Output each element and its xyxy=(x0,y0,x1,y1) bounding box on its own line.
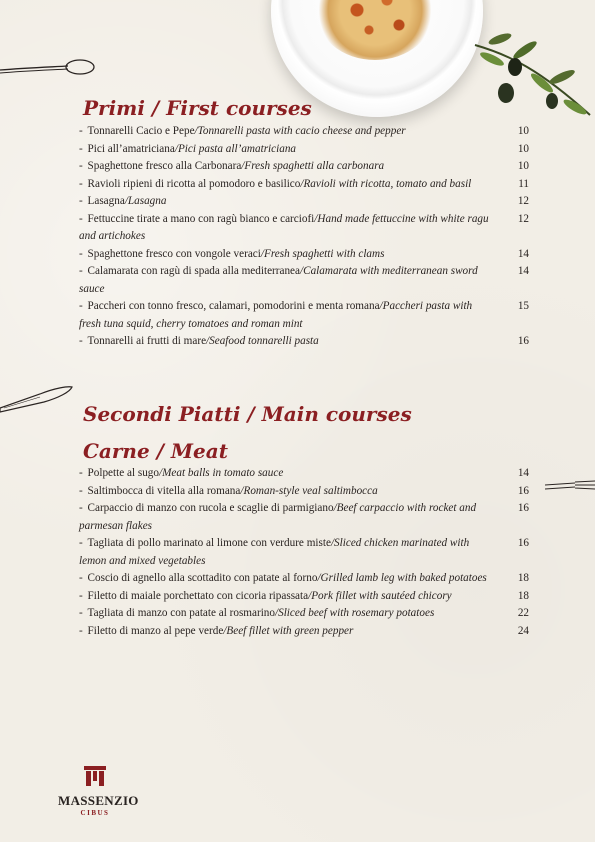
item-english-name: Sliced chicken marinated with lemon and mixed vegetables xyxy=(79,537,470,567)
item-separator: / xyxy=(260,247,264,260)
item-italian-name: Filetto di manzo al pepe verde xyxy=(87,624,224,637)
item-price: 16 xyxy=(517,484,529,497)
carne-list xyxy=(79,465,529,640)
item-separator: / xyxy=(330,537,335,549)
item-dash: - xyxy=(79,125,86,137)
menu-item xyxy=(79,263,529,298)
menu-item xyxy=(79,483,529,501)
item-english-name: Seafood tonnarelli pasta xyxy=(209,335,319,347)
item-italian-name: Spaghettone fresco con vongole veraci xyxy=(87,247,261,260)
item-price: 12 xyxy=(517,195,529,207)
menu-item xyxy=(79,193,529,211)
item-price: 22 xyxy=(517,607,529,619)
menu-item xyxy=(79,570,529,588)
item-italian-name: Filetto di maiale porchettato con cicoria ripassata xyxy=(87,589,309,602)
item-italian-name: Tonnarelli ai frutti di mare xyxy=(87,335,207,347)
item-english-name: Tonnarelli pasta with cacio cheese and pepper xyxy=(197,125,406,137)
item-separator: / xyxy=(275,607,279,619)
item-price: 11 xyxy=(518,177,529,190)
item-dash: - xyxy=(79,247,86,260)
massenzio-logo xyxy=(58,766,139,817)
item-dash: - xyxy=(79,335,86,347)
temple-logo-icon xyxy=(84,766,106,786)
item-separator: / xyxy=(194,125,198,137)
menu-item xyxy=(79,211,529,246)
item-price: 12 xyxy=(517,212,529,225)
item-separator: / xyxy=(223,624,227,637)
item-italian-name: Paccheri con tonno fresco, calamari, pomodorini e menta romana xyxy=(87,300,380,312)
item-price: 14 xyxy=(517,467,529,479)
item-separator: / xyxy=(124,195,128,207)
menu-item xyxy=(79,158,529,176)
item-english-name: Fresh spaghetti with clams xyxy=(263,247,385,260)
item-price: 10 xyxy=(517,142,529,155)
item-separator: / xyxy=(241,160,245,172)
menu-item xyxy=(79,176,529,194)
item-separator: / xyxy=(317,572,321,584)
item-english-name: Pork fillet with sautéed chicory xyxy=(311,589,452,602)
item-italian-name: Polpette al sugo xyxy=(87,467,159,479)
item-separator: / xyxy=(333,502,337,514)
item-italian-name: Spaghettone fresco alla Carbonara xyxy=(87,160,242,172)
item-italian-name: Lasagna xyxy=(87,195,125,207)
item-italian-name: Saltimbocca di vitella alla romana xyxy=(87,484,241,497)
item-english-name: Grilled lamb leg with baked potatoes xyxy=(320,572,487,584)
item-dash: - xyxy=(79,624,86,637)
item-dash: - xyxy=(79,195,86,207)
item-separator: / xyxy=(240,484,244,497)
item-italian-name: Tagliata di manzo con patate al rosmarino xyxy=(87,607,275,619)
item-price: 15 xyxy=(517,300,529,312)
carne-section-title: Carne / Meat xyxy=(83,439,228,463)
item-dash: - xyxy=(79,300,86,312)
item-english-name: Beef fillet with green pepper xyxy=(226,624,354,637)
menu-item xyxy=(79,535,529,570)
item-price: 18 xyxy=(517,589,529,602)
item-separator: / xyxy=(379,300,383,312)
item-english-name: Meat balls in tomato sauce xyxy=(162,467,284,479)
item-separator: / xyxy=(174,142,178,155)
brand-name: MASSENZIO xyxy=(58,793,139,808)
item-price: 10 xyxy=(517,125,529,137)
menu-item xyxy=(79,246,529,264)
item-dash: - xyxy=(79,177,86,190)
item-price: 14 xyxy=(517,247,529,260)
item-english-name: Calamarata with mediterranean sword sauce xyxy=(79,265,478,295)
item-italian-name: Ravioli ripieni di ricotta al pomodoro e basilico xyxy=(87,177,301,190)
item-separator: / xyxy=(206,335,210,347)
item-dash: - xyxy=(79,265,86,277)
menu-item xyxy=(79,123,529,141)
item-english-name: Pici pasta all’amatriciana xyxy=(177,142,297,155)
menu-item xyxy=(79,333,529,351)
item-italian-name: Coscio di agnello alla scottadito con patate al forno xyxy=(87,572,318,584)
item-separator: / xyxy=(300,177,304,190)
item-english-name: Sliced beef with rosemary potatoes xyxy=(278,607,435,619)
item-italian-name: Carpaccio di manzo con rucola e scaglie di parmigiano xyxy=(87,502,334,514)
menu-item xyxy=(79,465,529,483)
menu-item xyxy=(79,588,529,606)
item-dash: - xyxy=(79,502,86,514)
item-dash: - xyxy=(79,160,86,172)
item-price: 16 xyxy=(517,502,529,514)
item-separator: / xyxy=(314,212,318,225)
primi-list xyxy=(79,123,529,351)
item-price: 14 xyxy=(517,265,529,277)
item-price: 18 xyxy=(517,572,529,584)
item-dash: - xyxy=(79,212,86,225)
olive-branch-icon xyxy=(470,25,595,125)
menu-item xyxy=(79,298,529,333)
primi-section-title: Primi / First courses xyxy=(83,96,312,120)
brand-sub: CIBUS xyxy=(80,809,110,817)
item-english-name: Roman-style veal saltimbocca xyxy=(243,484,378,497)
item-english-name: Hand made fettuccine with white ragu and artichokes xyxy=(79,212,489,242)
item-english-name: Fresh spaghetti alla carbonara xyxy=(244,160,385,172)
item-italian-name: Tonnarelli Cacio e Pepe xyxy=(87,125,195,137)
item-english-name: Lasagna xyxy=(127,195,167,207)
item-dash: - xyxy=(79,589,86,602)
item-dash: - xyxy=(79,537,86,549)
fork-sketch-icon xyxy=(545,475,595,497)
item-price: 16 xyxy=(517,537,529,549)
item-italian-name: Pici all’amatriciana xyxy=(87,142,175,155)
item-price: 24 xyxy=(517,624,529,637)
item-english-name: Ravioli with ricotta, tomato and basil xyxy=(303,177,472,190)
menu-item xyxy=(79,141,529,159)
item-dash: - xyxy=(79,572,86,584)
item-dash: - xyxy=(79,142,86,155)
item-english-name: Beef carpaccio with rocket and parmesan flakes xyxy=(79,502,477,532)
spoon-sketch-icon xyxy=(0,52,100,82)
item-separator: / xyxy=(300,265,304,277)
menu-item xyxy=(79,605,529,623)
item-separator: / xyxy=(308,589,312,602)
item-dash: - xyxy=(79,467,86,479)
item-italian-name: Tagliata di pollo marinato al limone con verdure miste xyxy=(87,537,331,549)
item-price: 16 xyxy=(517,335,529,347)
item-english-name: Paccheri pasta with fresh tuna squid, cherry tomatoes and roman mint xyxy=(79,300,473,330)
item-price: 10 xyxy=(517,160,529,172)
menu-item xyxy=(79,623,529,641)
item-separator: / xyxy=(159,467,163,479)
secondi-section-title: Secondi Piatti / Main courses xyxy=(83,402,412,426)
item-dash: - xyxy=(79,484,86,497)
menu-item xyxy=(79,500,529,535)
item-italian-name: Calamarata con ragù di spada alla mediterranea xyxy=(87,265,300,277)
item-dash: - xyxy=(79,607,86,619)
knife-sketch-icon xyxy=(0,378,75,414)
item-italian-name: Fettuccine tirate a mano con ragù bianco e carciofi xyxy=(87,212,315,225)
